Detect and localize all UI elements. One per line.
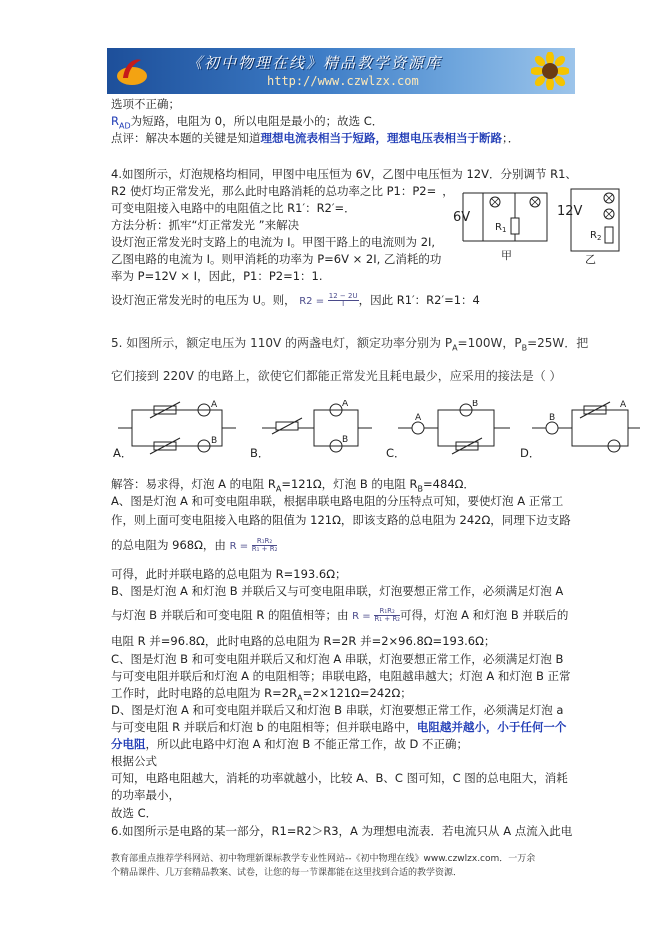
formula-lhs: R2 = <box>299 296 325 307</box>
site-banner <box>107 48 575 94</box>
footer-line: 个精品课件、几万套精品教案、试卷，让您的每一节课都能在这里找到合适的教学资源． <box>111 868 463 878</box>
option-label-c: C． <box>386 446 406 460</box>
text-line: 率为 P=12V × I，因此，P1：P2=1：1. <box>111 269 323 283</box>
text-span: R2 使灯均正常发光，那么此时电路消耗的总功率之比 P1：P2= <box>111 184 437 198</box>
text-span: =484Ω． <box>423 477 475 491</box>
symbol: R <box>111 114 119 128</box>
text-line <box>111 720 566 735</box>
option-label-a: A． <box>113 446 133 460</box>
text-span: =25W．把 <box>527 336 589 350</box>
denominator: I <box>342 300 345 308</box>
text-span: 的总电阻为 968Ω，由 <box>111 538 226 552</box>
option-label-d: D． <box>520 446 541 460</box>
text-span: =100W，P <box>457 336 522 350</box>
lamp-label-b: B <box>472 400 479 409</box>
banner-title: 《初中物理在线》精品教学资源库 <box>187 54 443 72</box>
subscript: A <box>452 343 458 353</box>
text-line: 4.如图所示，灯泡规格均相同，甲图中电压恒为 6V，乙图中电压恒为 12V．分别调节 R1、 <box>111 167 577 181</box>
r1-label: $R_1$ <box>495 222 507 234</box>
text-span: ，因此 R1′：R2′=1：4 <box>358 293 480 307</box>
text-span: 设灯泡正常发光时的电压为 U。则， <box>111 293 296 307</box>
text-line: 电阻 R 并=96.8Ω，此时电路的总电阻为 R=2R 并=2×96.8Ω=193.6Ω； <box>111 634 496 648</box>
numerator: 12 − 2U <box>328 292 358 300</box>
text-line: A、图是灯泡 A 和可变电阻串联，根据串联电路电阻的分压特点可知，要使灯泡 A 正常工 <box>111 494 564 508</box>
formula-lhs: R = <box>229 541 249 552</box>
text-span: 5. 如图所示，额定电压为 110V 的两盏电灯，额定功率分别为 P <box>111 336 453 350</box>
circuit-option-a <box>118 400 236 456</box>
text-line <box>111 336 588 355</box>
formula-lhs: R = <box>352 611 371 622</box>
text-line <box>111 538 277 554</box>
text-span: 为短路，电阻为 0，所以电阻是最小的；故选 C． <box>130 114 384 128</box>
text-line: 可得，此时并联电路的总电阻为 R=193.6Ω； <box>111 567 347 581</box>
circuit-option-c <box>398 400 510 456</box>
circuit-option-b <box>262 400 372 456</box>
text-span: 工作时，此时电路的总电阻为 R=2R <box>111 686 298 700</box>
text-line: B、图是灯泡 A 和灯泡 B 并联后又与可变电阻串联，灯泡要想正常工作，必须满足灯泡 A <box>111 584 564 598</box>
text-span: 可变电阻接入电路中的电阻值之比 R1′：R2′= <box>111 201 345 215</box>
text-line: 作，则上面可变电阻接入电路的阻值为 121Ω，即该支路的总电阻为 242Ω，同理下边支路 <box>111 513 571 527</box>
text-line: 故选 C． <box>111 806 158 820</box>
text-span: ． <box>344 201 356 215</box>
lamp-label-a: A <box>415 413 422 423</box>
denominator: R₁ + R₂ <box>251 545 278 553</box>
lamp-label-b: B <box>342 435 349 445</box>
text-line: 方法分析：抓牢“灯正常发光 ”来解决 <box>111 218 300 232</box>
text-line: 乙图电路的电流为 I。则甲消耗的功率为 P=6V × 2I, 乙消耗的功 <box>111 252 442 266</box>
subscript: B <box>417 484 424 494</box>
text-line: 与可变电阻并联后和灯泡 A 的电阻相等；串联电路，电阻越串越大；灯泡 A 和灯泡 B 正常 <box>111 669 571 683</box>
text-span: ，所以此电路中灯泡 A 和灯泡 B 不能正常工作，故 D 不正确； <box>145 737 469 751</box>
text-line: 选项不正确； <box>111 97 180 111</box>
jia-label: 甲 <box>501 249 512 262</box>
circuit-option-d <box>532 400 640 456</box>
text-line: 设灯泡正常发光时支路上的电流为 I。甲图干路上的电流则为 2I, <box>111 235 436 249</box>
fraction <box>374 608 400 623</box>
yi-label: 乙 <box>585 253 596 265</box>
text-span: 与灯泡 B 并联后和可变电阻 R 的阻值相等；由 <box>111 608 349 622</box>
footer-line: 教育部重点推荐学科网站、初中物理新课标教学专业性网站--《初中物理在线》www.czwlzx.com．一万余 <box>111 854 536 864</box>
subscript: AD <box>119 121 131 131</box>
text-line: C、图是灯泡 B 和可变电阻并联后又和灯泡 A 串联，灯泡要想正常工作，必须满足灯泡 B <box>111 652 564 666</box>
lamp-label-b: B <box>211 436 218 446</box>
text-line: D、图是灯泡 A 和可变电阻并联后又和灯泡 B 串联，灯泡要想正常工作，必须满足灯泡 a <box>111 703 564 717</box>
text-span: 可得，灯泡 A 和灯泡 B 并联后的 <box>399 608 569 622</box>
text-line: 根据公式 <box>111 754 157 768</box>
text-span: 与可变电阻 R 并联后和灯泡 b 的电阻相等；但并联电路中， <box>111 720 417 734</box>
text-span: 解答：易求得，灯泡 A 的电阻 R <box>111 477 276 491</box>
numerator: R₁R₂ <box>252 538 278 546</box>
lamp-label-a: A <box>211 400 218 410</box>
highlight-text: 理想电流表相当于短路，理想电压表相当于断路 <box>260 131 502 145</box>
circuit-figure-4 <box>453 185 631 265</box>
lamp-label-a: A <box>620 400 627 410</box>
text-span: =2×121Ω=242Ω； <box>302 686 412 700</box>
site-logo-icon <box>115 54 149 88</box>
text-line: 6.如图所示是电路的某一部分，R1=R2＞R3，A 为理想电流表．若电流只从 A 点流入此电 <box>111 824 573 838</box>
sunflower-icon <box>531 52 569 90</box>
lamp-label-a: A <box>342 400 349 409</box>
text-line <box>111 737 468 752</box>
jia-voltage-label: 6V <box>453 210 471 225</box>
numerator: R₁R₂ <box>374 608 400 616</box>
text-line <box>111 201 356 216</box>
banner-url[interactable]: http://www.czwlzx.com <box>267 74 419 88</box>
text-span: ， <box>442 184 454 198</box>
yi-voltage-label: 12V <box>557 204 583 219</box>
lamp-label-b: B <box>549 413 556 423</box>
highlight-text: 电阻越并越小，小于任何一个 <box>416 720 567 734</box>
text-line: 它们接到 220V 的电路上，欲使它们都能正常发光且耗电最少，应采用的接法是（ ） <box>111 369 562 383</box>
subscript: A <box>275 484 282 494</box>
text-line <box>111 293 480 309</box>
text-line <box>111 131 519 146</box>
denominator: R₁ + R₂ <box>374 615 400 623</box>
text-span: 点评：解决本题的关键是知道 <box>111 131 261 145</box>
option-label-b: B． <box>250 446 270 460</box>
text-line: 可知，电路电阻越大，消耗的功率就越小，比较 A、B、C 图可知，C 图的总电阻大，消耗 <box>111 771 568 785</box>
text-span: ；． <box>502 131 520 145</box>
fraction <box>252 538 278 553</box>
text-span: =121Ω，灯泡 B 的电阻 R <box>281 477 418 491</box>
subscript: B <box>521 343 528 353</box>
text-line <box>111 184 454 199</box>
text-line: 的功率最小， <box>111 788 180 802</box>
fraction <box>328 293 359 308</box>
r2-label: $R_2$ <box>590 230 602 242</box>
text-line <box>111 608 568 624</box>
highlight-text: 分电阻 <box>111 737 146 751</box>
subscript: A <box>297 693 303 703</box>
